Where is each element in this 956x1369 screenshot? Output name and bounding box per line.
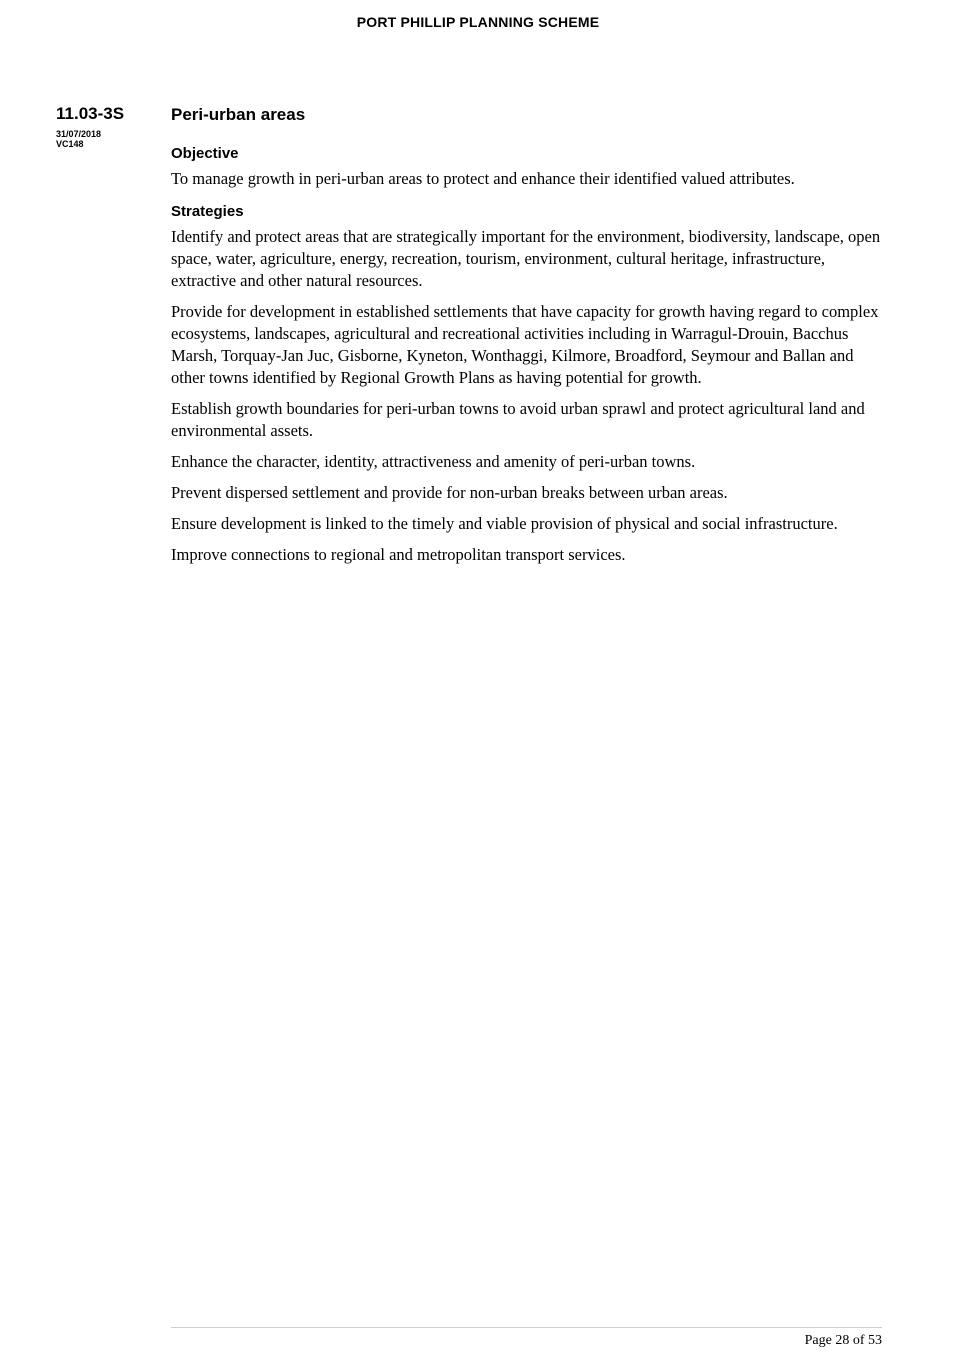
strategy-paragraph: Provide for development in established settlements that have capacity for growth having regard to complex ecosystems, landscapes, agricultural and recreational activities including in Warragul-Drouin, Bacchus Marsh, Torquay-Jan Juc, Gisborne, Kyneton, Wonthaggi, Kilmore, Broadford, Seymour and Ballan and other towns identified by Regional Growth Plans as having potential for growth. [171,302,879,387]
clause-meta [56,129,101,149]
footer-divider [171,1327,882,1328]
strategy-paragraph: Prevent dispersed settlement and provide for non-urban breaks between urban areas. [171,483,728,502]
running-header: PORT PHILLIP PLANNING SCHEME [356,14,600,30]
clause-body [171,104,891,566]
clause-amendment: VC148 [56,139,84,149]
strategies-list [171,226,891,566]
strategy-paragraph: Identify and protect areas that are strategically important for the environment, biodiversity, landscape, open space, water, agriculture, energy, recreation, tourism, environment, cultural heritage, infrastructure, extractive and other natural resources. [171,227,881,290]
strategies-heading: Strategies [171,203,244,220]
clause-date: 31/07/2018 [56,129,102,139]
objective-text: To manage growth in peri-urban areas to protect and enhance their identified valued attributes. [171,169,795,188]
objective-heading: Objective [171,145,239,162]
strategy-paragraph: Enhance the character, identity, attractiveness and amenity of peri-urban towns. [171,452,696,471]
strategy-paragraph: Establish growth boundaries for peri-urban towns to avoid urban sprawl and protect agricultural land and environmental assets. [171,399,865,440]
clause-title: Peri-urban areas [171,105,306,124]
clause-number: 11.03-3S [56,104,125,123]
strategy-paragraph: Improve connections to regional and metropolitan transport services. [171,545,626,564]
page-number: Page 28 of 53 [804,1333,882,1348]
strategy-paragraph: Ensure development is linked to the timely and viable provision of physical and social infrastructure. [171,514,838,533]
